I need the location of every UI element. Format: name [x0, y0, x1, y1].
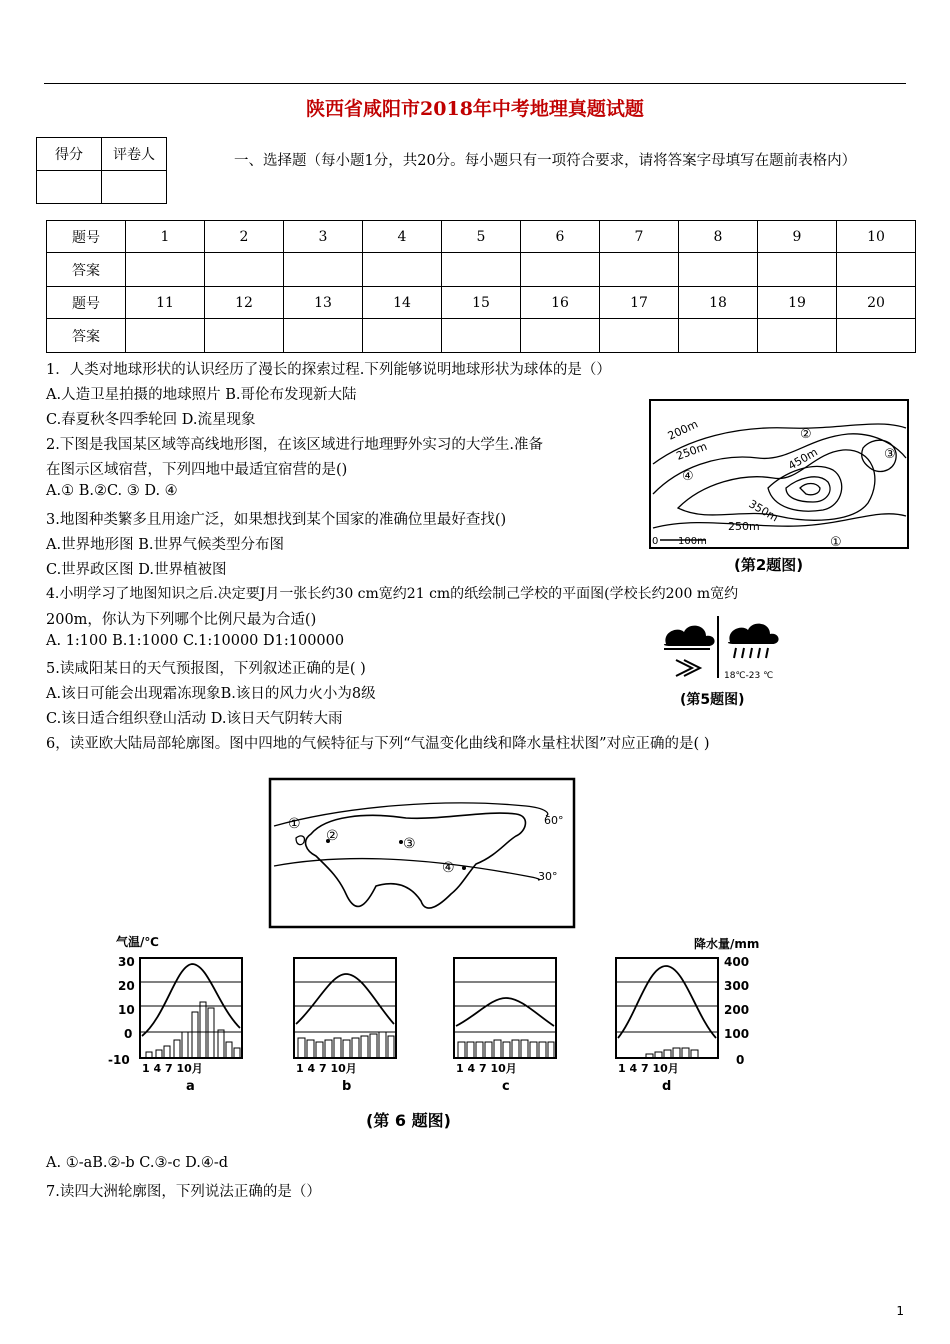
- month-axis-c: 1 4 7 10月: [456, 1062, 517, 1075]
- answer-table: [46, 220, 916, 353]
- q5-options-ab: A.该日可能会出现霜冻现象B.该日的风力火小为8级: [46, 686, 376, 702]
- contour-label: 450m: [786, 445, 820, 473]
- q-num: 11: [126, 287, 205, 319]
- contour-label: 250m: [674, 439, 709, 463]
- answer-cell[interactable]: [442, 253, 521, 287]
- map-point-2: ②: [326, 828, 339, 844]
- point-4: ④: [682, 469, 694, 484]
- temp-tick: 10: [118, 1003, 135, 1017]
- map-point-3: ③: [403, 836, 416, 852]
- q-num: 19: [758, 287, 837, 319]
- contour-label: 200m: [665, 417, 701, 443]
- answer-cell[interactable]: [363, 253, 442, 287]
- temp-tick: -10: [108, 1053, 130, 1067]
- point-4-marker: [462, 866, 466, 870]
- q1-options-cd: C.春夏秋冬四季轮回 D.流星现象: [46, 412, 256, 428]
- answer-cell[interactable]: [758, 319, 837, 353]
- q-num: 13: [284, 287, 363, 319]
- answer-cell[interactable]: [837, 253, 916, 287]
- wind-force-icon: [676, 660, 700, 676]
- point-1: ①: [830, 535, 842, 550]
- contour-map-figure: [648, 398, 910, 576]
- climate-chart-b: [294, 958, 396, 1058]
- answer-cell[interactable]: [126, 319, 205, 353]
- answer-cell[interactable]: [205, 319, 284, 353]
- answer-cell[interactable]: [363, 319, 442, 353]
- q-num: 16: [521, 287, 600, 319]
- precip-tick: 400: [724, 955, 750, 969]
- scale-label: 100m: [678, 536, 707, 547]
- precip-tick: 200: [724, 1003, 750, 1017]
- answer-cell[interactable]: [521, 253, 600, 287]
- q7-stem: 7.读四大洲轮廓图，下列说法正确的是（）: [46, 1184, 321, 1200]
- precip-tick: 0: [736, 1053, 745, 1067]
- chart-name-a: a: [186, 1079, 195, 1094]
- temp-axis-title: 气温/℃: [116, 935, 159, 949]
- temp-tick: 0: [124, 1027, 133, 1041]
- temperature-range: 18℃-23 ℃: [724, 671, 774, 681]
- q-num: 6: [521, 221, 600, 253]
- latitude-60: [274, 803, 548, 826]
- precip-tick: 300: [724, 979, 750, 993]
- q1-options-ab: A.人造卫星拍摄的地球照片 B.哥伦布发现新大陆: [46, 387, 357, 403]
- temp-tick: 20: [118, 979, 135, 993]
- q-num: 18: [679, 287, 758, 319]
- q-num: 7: [600, 221, 679, 253]
- ans-header: 答案: [47, 319, 126, 353]
- month-axis-b: 1 4 7 10月: [296, 1062, 357, 1075]
- lat-30-label: 30°: [538, 870, 558, 883]
- score-label: 得分: [37, 138, 102, 171]
- fig2-caption: (第2题图): [734, 556, 804, 574]
- lat-60-label: 60°: [544, 814, 564, 827]
- fig6-caption: (第 6 题图): [366, 1111, 451, 1130]
- fig5-caption: (第5题图): [680, 692, 745, 708]
- q3-options-ab: A.世界地形图 B.世界气候类型分布图: [46, 537, 284, 553]
- q3-options-cd: C.世界政区图 D.世界植被图: [46, 562, 227, 578]
- q-num: 3: [284, 221, 363, 253]
- section-instructions: 一、选择题（每小题1分，共20分。每小题只有一项符合要求，请将答案字母填写在题前表格内）: [234, 153, 857, 169]
- answer-cell[interactable]: [126, 253, 205, 287]
- answer-cell[interactable]: [284, 319, 363, 353]
- answer-cell[interactable]: [600, 319, 679, 353]
- month-axis-a: 1 4 7 10月: [142, 1062, 203, 1075]
- q-num: 10: [837, 221, 916, 253]
- page-title: 陕西省咸阳市2018年中考地理真题试题: [306, 98, 644, 120]
- num-header: 题号: [47, 221, 126, 253]
- q1-stem: 1．人类对地球形状的认识经历了漫长的探索过程.下列能够说明地球形状为球体的是（）: [46, 362, 611, 378]
- q-num: 20: [837, 287, 916, 319]
- answer-cell[interactable]: [205, 253, 284, 287]
- q-num: 12: [205, 287, 284, 319]
- q-num: 9: [758, 221, 837, 253]
- q2-stem-2: 在图示区域宿营，下列四地中最适宜宿营的是(): [46, 462, 348, 478]
- overcast-cloud-icon: [664, 626, 715, 649]
- answer-cell[interactable]: [521, 319, 600, 353]
- q6-stem: 6，读亚欧大陆局部轮廓图。图中四地的气候特征与下列“气温变化曲线和降水量柱状图”对应正确的是( ): [46, 736, 710, 752]
- scale-zero: 0: [652, 536, 659, 547]
- q4-stem-1: 4.小明学习了地图知识之后.决定要J月一张长约30 cm宽约21 cm的纸绘制己学校的平面图(学校长约200 m宽约: [46, 586, 739, 602]
- grader-cell[interactable]: [102, 171, 167, 204]
- weather-forecast-figure: [656, 612, 786, 712]
- num-header: 题号: [47, 287, 126, 319]
- q2-options: A.① B.②C. ③ D. ④: [46, 483, 178, 499]
- map-point-1: ①: [288, 816, 301, 832]
- score-cell[interactable]: [37, 171, 102, 204]
- q4-options: A. 1:100 B.1:1000 C.1:10000 D1:100000: [46, 633, 345, 649]
- q-num: 1: [126, 221, 205, 253]
- climate-chart-d: [616, 958, 718, 1058]
- answer-cell[interactable]: [442, 319, 521, 353]
- page-number: 1: [896, 1304, 904, 1318]
- chart-name-b: b: [342, 1079, 352, 1094]
- q5-stem: 5.读咸阳某日的天气预报图，下列叙述正确的是( ): [46, 661, 366, 677]
- score-table: [36, 137, 167, 204]
- q-num: 17: [600, 287, 679, 319]
- contour-label: 350m: [746, 497, 781, 525]
- q6-options: A. ①-aB.②-b C.③-c D.④-d: [46, 1155, 229, 1171]
- answer-cell[interactable]: [837, 319, 916, 353]
- precip-tick: 100: [724, 1027, 750, 1041]
- map-point-4: ④: [442, 860, 455, 876]
- q4-stem-2: 200m，你认为下列哪个比例尺最为合适(): [46, 612, 317, 628]
- climate-chart-c: [454, 958, 556, 1058]
- q-num: 14: [363, 287, 442, 319]
- temp-tick: 30: [118, 955, 135, 969]
- q3-stem: 3.地图种类繁多且用途广泛，如果想找到某个国家的准确位里最好查找(): [46, 512, 507, 528]
- q2-stem-1: 2.下图是我国某区域等高线地形图，在该区域进行地理野外实习的大学生.准备: [46, 437, 543, 453]
- grader-label: 评卷人: [102, 138, 167, 171]
- chart-name-c: c: [502, 1079, 510, 1094]
- point-3: ③: [884, 447, 896, 462]
- chart-name-d: d: [662, 1079, 672, 1094]
- british-isles: [296, 836, 304, 845]
- heavy-rain-icon: [728, 624, 779, 658]
- q-num: 2: [205, 221, 284, 253]
- answer-cell[interactable]: [600, 253, 679, 287]
- answer-cell[interactable]: [758, 253, 837, 287]
- q-num: 8: [679, 221, 758, 253]
- q-num: 15: [442, 287, 521, 319]
- answer-cell[interactable]: [679, 253, 758, 287]
- climate-chart-a: [140, 958, 242, 1058]
- climate-figure: [106, 776, 760, 1138]
- answer-cell[interactable]: [679, 319, 758, 353]
- precip-axis-title: 降水量/mm: [694, 937, 760, 951]
- month-axis-d: 1 4 7 10月: [618, 1062, 679, 1075]
- answer-cell[interactable]: [284, 253, 363, 287]
- q5-options-cd: C.该日适合组织登山活动 D.该日天气阴转大雨: [46, 711, 343, 727]
- top-rule: [44, 83, 906, 84]
- ans-header: 答案: [47, 253, 126, 287]
- contour-label: 250m: [728, 520, 760, 533]
- point-2: ②: [800, 427, 812, 442]
- q-num: 5: [442, 221, 521, 253]
- latitude-30: [274, 859, 540, 880]
- q-num: 4: [363, 221, 442, 253]
